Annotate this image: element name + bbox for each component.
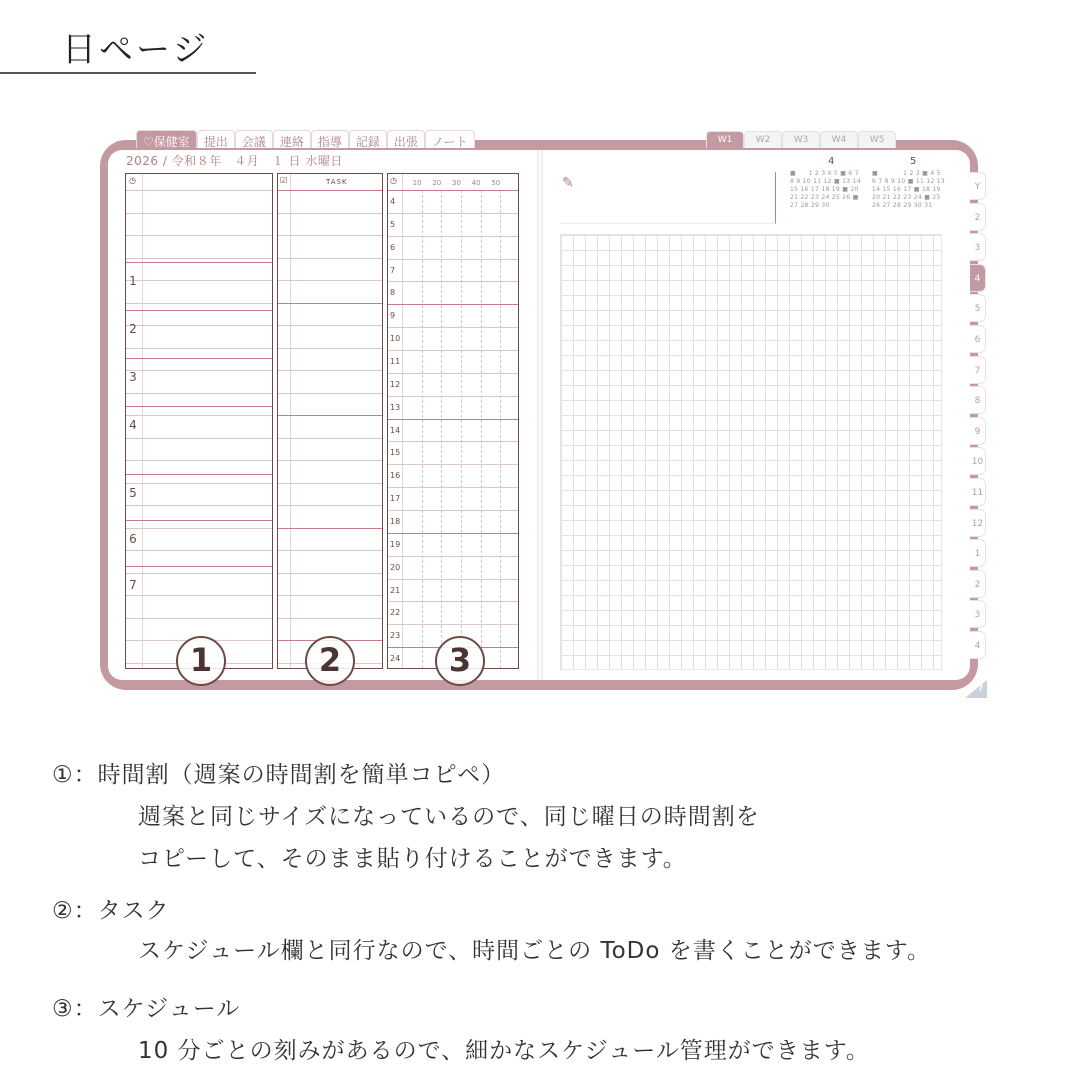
minute-divider bbox=[441, 190, 442, 668]
task-row-line bbox=[278, 573, 382, 574]
period-label: 3 bbox=[129, 370, 137, 384]
side-tab-9[interactable]: 9 bbox=[970, 417, 986, 445]
schedule-hour-label: 8 bbox=[390, 288, 396, 298]
desc-3-line-1: 10 分ごとの刻みがあるので、細かなスケジュール管理ができます。 bbox=[138, 1038, 870, 1064]
schedule-row-line bbox=[388, 487, 518, 488]
side-tab-Y[interactable]: Y bbox=[970, 172, 986, 200]
row-line bbox=[126, 348, 272, 349]
row-line bbox=[126, 573, 272, 574]
tab-shutcho[interactable]: 出張 bbox=[387, 130, 425, 148]
side-tab-11[interactable]: 11 bbox=[970, 478, 986, 506]
desc-1-line-1: 週案と同じサイズになっているので、同じ曜日の時間割を bbox=[138, 804, 760, 830]
period-label: 2 bbox=[129, 322, 137, 336]
schedule-row-line bbox=[388, 419, 518, 420]
row-line bbox=[126, 303, 272, 304]
side-tab-12[interactable]: 12 bbox=[970, 509, 986, 537]
schedule-row-line bbox=[388, 259, 518, 260]
schedule-hour-label: 23 bbox=[390, 631, 401, 641]
title-underline bbox=[0, 72, 256, 74]
date-line: 2026 / 令和８年 ４月 １ 日 水曜日 bbox=[126, 154, 343, 168]
schedule-hour-label: 7 bbox=[390, 265, 396, 275]
page-title: 日ページ bbox=[62, 30, 210, 70]
tab-kaigi[interactable]: 会議 bbox=[235, 130, 273, 148]
schedule-row-line bbox=[388, 304, 518, 305]
row-line bbox=[126, 325, 272, 326]
schedule-row-line bbox=[388, 350, 518, 351]
schedule-row-line bbox=[388, 236, 518, 237]
tab-note[interactable]: ノート bbox=[425, 130, 475, 148]
side-tab-3[interactable]: 3 bbox=[970, 233, 986, 261]
page-corner[interactable] bbox=[965, 680, 987, 698]
side-tab-10[interactable]: 10 bbox=[970, 447, 986, 475]
mini-cal-month-1: 4 bbox=[828, 156, 835, 167]
row-line bbox=[126, 595, 272, 596]
tab-kiroku[interactable]: 記録 bbox=[349, 130, 387, 148]
tab-renraku[interactable]: 連絡 bbox=[273, 130, 311, 148]
side-tab-7[interactable]: 7 bbox=[970, 356, 986, 384]
row-line bbox=[126, 393, 272, 394]
schedule-hour-label: 10 bbox=[390, 334, 401, 344]
row-line bbox=[126, 280, 272, 281]
checkbox-icon: ☑ bbox=[280, 176, 288, 185]
row-line bbox=[126, 235, 272, 236]
task-row-line bbox=[278, 235, 382, 236]
schedule-row-line bbox=[388, 373, 518, 374]
minute-label: 30 bbox=[452, 179, 461, 187]
clock-icon: ◷ bbox=[129, 176, 136, 185]
schedule-row-line bbox=[388, 579, 518, 580]
side-tab-2[interactable]: 2 bbox=[970, 203, 986, 231]
clock-icon: ◷ bbox=[390, 176, 397, 185]
schedule-row-line bbox=[388, 533, 518, 534]
side-tab-6[interactable]: 6 bbox=[970, 325, 986, 353]
schedule-hour-label: 6 bbox=[390, 242, 396, 252]
row-line bbox=[126, 258, 272, 259]
period-divider bbox=[126, 566, 272, 567]
schedule-hour-label: 14 bbox=[390, 425, 401, 435]
schedule-row-line bbox=[388, 601, 518, 602]
row-line bbox=[126, 528, 272, 529]
tab-week-5[interactable]: W5 bbox=[858, 131, 896, 148]
schedule-row-line bbox=[388, 281, 518, 282]
memo-box[interactable] bbox=[560, 172, 776, 224]
desc-1-heading: ①：時間割（週案の時間割を簡単コピペ） bbox=[52, 762, 506, 788]
task-row-line bbox=[278, 505, 382, 506]
grid-notes-area[interactable] bbox=[560, 234, 942, 670]
mini-calendar-may: ■ 1 2 3 ■ 4 5 6 7 8 9 10 ■ 11 12 13 14 15 16 17 ■ 18 19 20 21 22 23 24 ■ 25 26 27 28 29 30 31 bbox=[872, 170, 946, 209]
desc-2-heading: ②：タスク bbox=[52, 898, 170, 924]
schedule-hour-label: 4 bbox=[390, 197, 396, 206]
callout-1: 1 bbox=[176, 636, 226, 686]
minute-label: 40 bbox=[471, 179, 481, 187]
schedule-row-line bbox=[388, 213, 518, 214]
schedule-row-line bbox=[388, 510, 518, 511]
period-label: 7 bbox=[129, 578, 137, 592]
schedule-column[interactable] bbox=[387, 173, 519, 669]
mini-calendar-april: ■ 1 2 3 4 5 ■ 6 7 8 9 10 11 12 ■ 13 14 15 16 17 18 19 ■ 20 21 22 23 24 25 26 ■ 27 28 29 30 bbox=[790, 170, 861, 209]
schedule-hour-label: 5 bbox=[390, 219, 396, 229]
schedule-row-line bbox=[388, 327, 518, 328]
schedule-hour-label: 13 bbox=[390, 402, 401, 412]
month-side-tabs bbox=[970, 172, 986, 662]
schedule-hour-label: 19 bbox=[390, 539, 401, 549]
callout-3: 3 bbox=[435, 636, 485, 686]
task-row-line bbox=[278, 550, 382, 551]
side-tab-5[interactable]: 5 bbox=[970, 294, 986, 322]
task-row-line bbox=[278, 325, 382, 326]
task-row-line bbox=[278, 438, 382, 439]
period-divider bbox=[126, 406, 272, 407]
schedule-hour-label: 11 bbox=[390, 357, 401, 366]
schedule-hour-label: 9 bbox=[390, 311, 396, 321]
tab-week-1[interactable]: W1 bbox=[706, 131, 744, 148]
schedule-hour-label: 24 bbox=[390, 654, 401, 664]
period-label: 1 bbox=[129, 274, 137, 288]
minute-label: 10 bbox=[412, 179, 422, 187]
task-row-line bbox=[278, 415, 382, 416]
week-tabs bbox=[706, 131, 896, 148]
schedule-hour-label: 12 bbox=[390, 379, 401, 389]
side-tab-4[interactable]: 4 bbox=[970, 631, 986, 659]
side-tab-2[interactable]: 2 bbox=[970, 570, 986, 598]
period-divider bbox=[126, 520, 272, 521]
task-row-line bbox=[278, 258, 382, 259]
side-tab-4[interactable]: 4 bbox=[970, 264, 986, 292]
schedule-row-line bbox=[388, 464, 518, 465]
minute-divider bbox=[500, 190, 501, 668]
task-row-line bbox=[278, 190, 382, 191]
pencil-icon: ✎ bbox=[562, 175, 574, 191]
category-tabs bbox=[136, 130, 475, 148]
tab-teishutsu[interactable]: 提出 bbox=[197, 130, 235, 148]
heart-icon: ♡ bbox=[143, 135, 154, 149]
row-line bbox=[126, 213, 272, 214]
desc-2-line-1: スケジュール欄と同行なので、時間ごとの ToDo を書くことができます。 bbox=[138, 938, 931, 964]
minute-label: 50 bbox=[491, 179, 501, 187]
schedule-hour-label: 22 bbox=[390, 608, 401, 618]
row-line bbox=[126, 190, 272, 191]
timetable-column[interactable] bbox=[125, 173, 273, 669]
row-line bbox=[126, 618, 272, 619]
schedule-hour-label: 17 bbox=[390, 494, 401, 504]
task-row-line bbox=[278, 213, 382, 214]
task-row-line bbox=[278, 280, 382, 281]
schedule-row-line bbox=[388, 441, 518, 442]
task-row-line bbox=[278, 595, 382, 596]
minute-divider bbox=[461, 190, 462, 668]
tab-hokenshitsu[interactable]: ♡保健室 bbox=[136, 130, 197, 148]
schedule-row-line bbox=[388, 396, 518, 397]
row-line bbox=[126, 370, 272, 371]
row-line bbox=[126, 438, 272, 439]
desc-3-heading: ③：スケジュール bbox=[52, 996, 241, 1022]
row-line bbox=[126, 505, 272, 506]
row-line bbox=[126, 415, 272, 416]
notebook-spine bbox=[537, 150, 543, 680]
task-column[interactable] bbox=[277, 173, 383, 669]
period-divider bbox=[126, 358, 272, 359]
schedule-row-line bbox=[388, 556, 518, 557]
task-row-line bbox=[278, 460, 382, 461]
schedule-row-line bbox=[388, 190, 518, 191]
period-label: 5 bbox=[129, 486, 137, 500]
row-line bbox=[126, 460, 272, 461]
side-tab-3[interactable]: 3 bbox=[970, 600, 986, 628]
period-divider bbox=[126, 262, 272, 263]
row-line bbox=[126, 550, 272, 551]
task-row-line bbox=[278, 483, 382, 484]
callout-2: 2 bbox=[305, 636, 355, 686]
tab-week-3[interactable]: W3 bbox=[782, 131, 820, 148]
period-divider bbox=[126, 310, 272, 311]
task-row-line bbox=[278, 393, 382, 394]
period-label: 6 bbox=[129, 532, 137, 546]
schedule-hour-label: 20 bbox=[390, 562, 401, 572]
tab-shido[interactable]: 指導 bbox=[311, 130, 349, 148]
schedule-hour-label: 16 bbox=[390, 471, 401, 481]
side-tab-1[interactable]: 1 bbox=[970, 539, 986, 567]
tab-week-4[interactable]: W4 bbox=[820, 131, 858, 148]
mini-cal-month-2: 5 bbox=[910, 156, 917, 167]
minute-label: 20 bbox=[432, 179, 442, 187]
period-label: 4 bbox=[129, 418, 137, 432]
task-row-line bbox=[278, 348, 382, 349]
task-row-line bbox=[278, 618, 382, 619]
minute-divider bbox=[422, 190, 423, 668]
row-line bbox=[126, 483, 272, 484]
desc-1-line-2: コピーして、そのまま貼り付けることができます。 bbox=[138, 846, 687, 872]
minute-divider bbox=[481, 190, 482, 668]
schedule-hour-label: 18 bbox=[390, 517, 401, 526]
help-icon[interactable]: ? bbox=[978, 684, 984, 694]
schedule-row-line bbox=[388, 624, 518, 625]
task-row-line bbox=[278, 370, 382, 371]
schedule-hour-label: 15 bbox=[390, 448, 401, 458]
task-row-line bbox=[278, 528, 382, 529]
side-tab-8[interactable]: 8 bbox=[970, 386, 986, 414]
schedule-hour-label: 21 bbox=[390, 585, 401, 595]
task-header: TASK bbox=[326, 178, 348, 186]
period-divider bbox=[126, 474, 272, 475]
task-row-line bbox=[278, 303, 382, 304]
tab-week-2[interactable]: W2 bbox=[744, 131, 782, 148]
